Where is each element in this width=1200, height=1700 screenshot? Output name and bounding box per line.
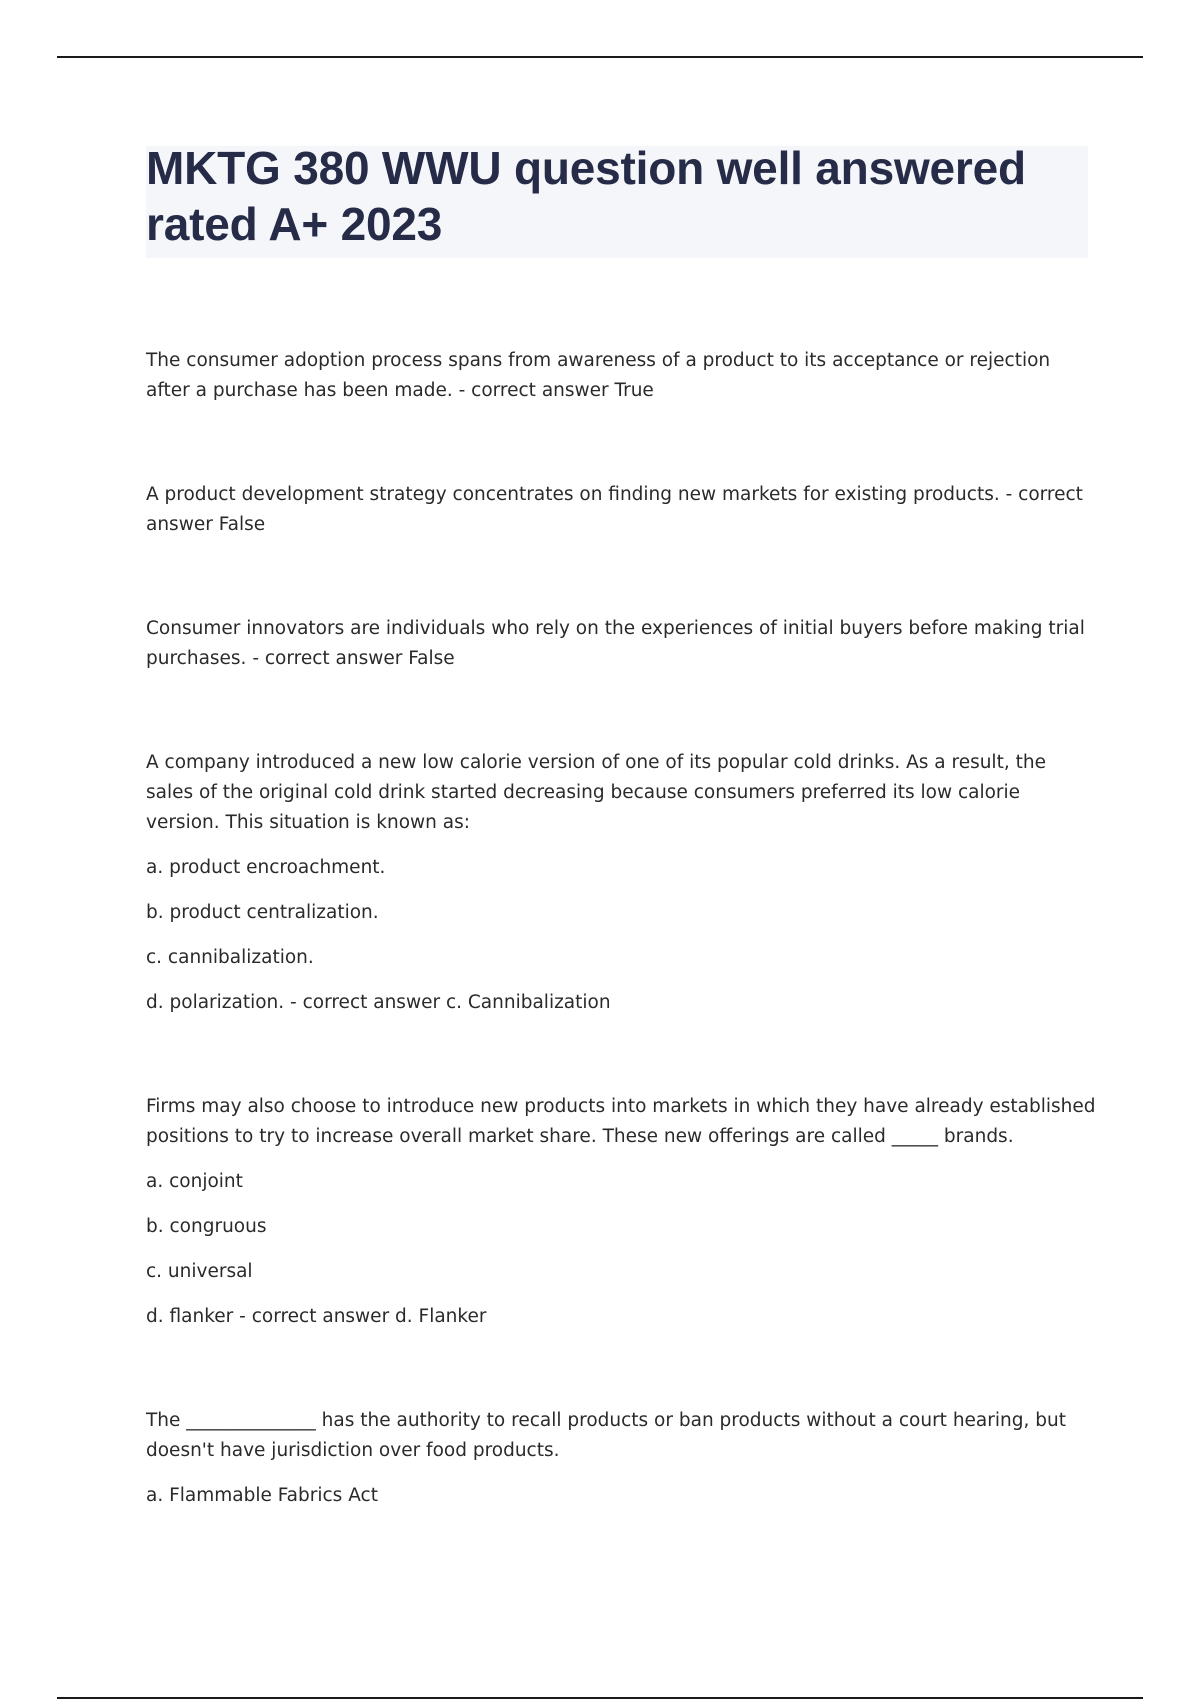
question-text: Firms may also choose to introduce new products into markets in which they have already established positions to try to increase overall market share. These new offerings are called _____ brands. — [146, 1096, 1096, 1147]
question-4 — [146, 748, 1096, 1018]
document-title: MKTG 380 WWU question well answered rated A+ 2023 — [146, 142, 1026, 250]
question-6 — [146, 1406, 1096, 1511]
question-text: The ______________ has the authority to recall products or ban products without a court hearing, but doesn't have jurisdiction over food products. — [146, 1410, 1066, 1461]
answer-option: b. product centralization. — [146, 902, 379, 923]
answer-option: a. Flammable Fabrics Act — [146, 1485, 378, 1506]
question-text: The consumer adoption process spans from awareness of a product to its acceptance or rejection after a purchase has been made. - correct answer True — [146, 350, 1051, 401]
question-1 — [146, 346, 1096, 406]
question-text: A product development strategy concentrates on finding new markets for existing products. - correct answer False — [146, 484, 1083, 535]
answer-option: c. universal — [146, 1261, 253, 1282]
answer-option: a. product encroachment. — [146, 857, 386, 878]
question-5 — [146, 1092, 1096, 1332]
question-3 — [146, 614, 1096, 674]
question-list — [146, 346, 1096, 1585]
question-text: Consumer innovators are individuals who rely on the experiences of initial buyers before making trial purchases. - correct answer False — [146, 618, 1085, 669]
answer-option: a. conjoint — [146, 1171, 243, 1192]
answer-option: b. congruous — [146, 1216, 267, 1237]
question-text: A company introduced a new low calorie version of one of its popular cold drinks. As a result, the sales of the original cold drink started decreasing because consumers preferred its low calorie version. This situation is known as: — [146, 752, 1046, 833]
top-rule — [57, 56, 1143, 58]
question-2 — [146, 480, 1096, 540]
answer-option: c. cannibalization. — [146, 947, 314, 968]
bottom-rule — [57, 1697, 1143, 1699]
answer-option: d. polarization. - correct answer c. Cannibalization — [146, 992, 611, 1013]
answer-option: d. flanker - correct answer d. Flanker — [146, 1306, 487, 1327]
